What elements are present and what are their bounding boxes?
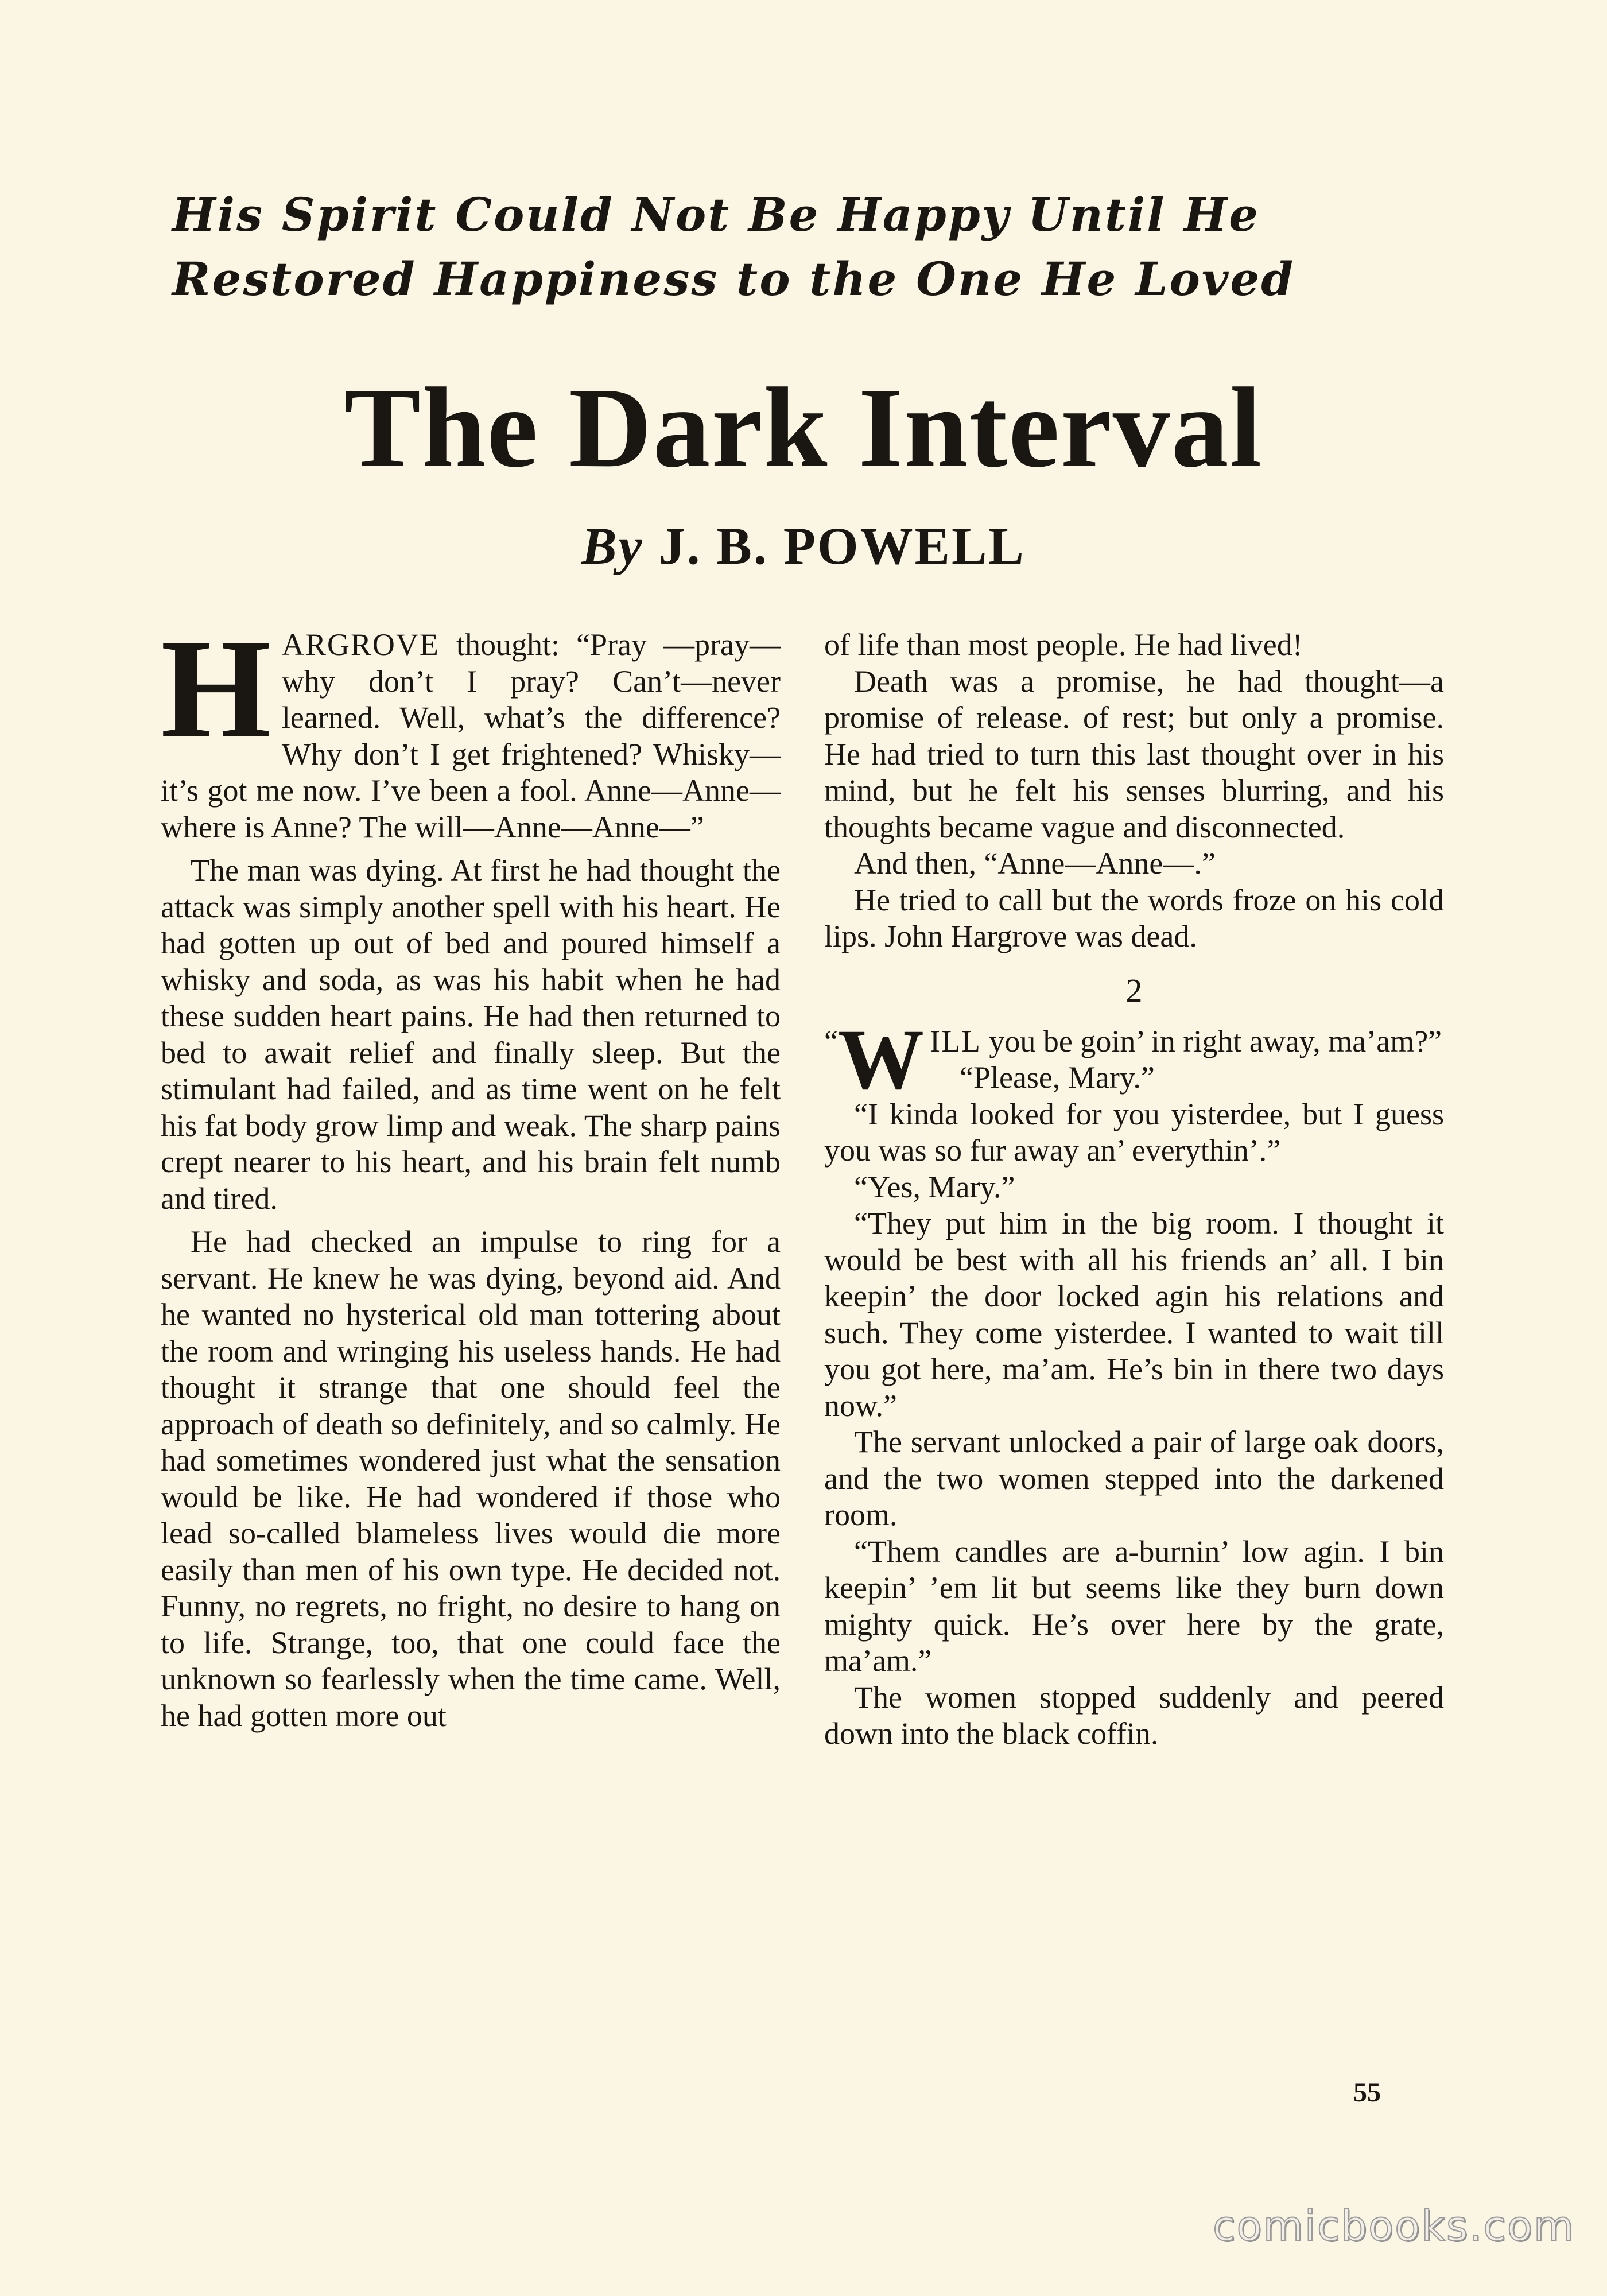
paragraph: of life than most people. He had lived! bbox=[824, 627, 1303, 662]
byline-by: By bbox=[581, 517, 644, 575]
paragraph: Death was a promise, he had thought—a promise of release. of rest; but only a promise. He had tried to turn this last thought over in his mind, but he felt his senses blurring, and his thoughts became vague and disconnected. bbox=[824, 664, 1444, 844]
story-title: The Dark Interval bbox=[344, 364, 1263, 491]
paragraph: He had checked an impulse to ring for a servant. He knew he was dying, beyond aid. And he wanted no hysterical old man tottering about the room and wringing his useless hands. He had thought it strange that one should feel the approach of death so definitely, and so calmly. He had sometimes wondered just what the sensation would be like. He had wondered if those who lead so-called blameless lives would die more easily than men of his own type. He decided not. Funny, no regrets, no fright, no desire to hang on to life. Strange, too, that one could face the unknown so fearlessly when the time came. Well, he had gotten more out bbox=[161, 1224, 781, 1733]
author-name: J. B. POWELL bbox=[658, 517, 1026, 575]
left-column bbox=[161, 610, 781, 1734]
watermark-logo: comicbooks.com bbox=[1212, 2202, 1575, 2250]
opening-text: thought: “Pray —pray—why don’t I pray? Can’t—never learned. Well, what’s the difference? Why don’t I get frightened? Whisky—it’s got me now. I’ve been a fool. Anne—Anne—where is Anne? The will—Anne—Anne—” bbox=[161, 627, 781, 844]
paragraph: “Them candles are a-burnin’ low agin. I bin keepin’ ’em lit but seems like they burn down mighty quick. He’s over here by the grate, ma’am.” bbox=[824, 1534, 1444, 1678]
paragraph: The women stopped suddenly and peered down into the black coffin. bbox=[824, 1680, 1444, 1751]
right-column bbox=[824, 627, 1444, 1752]
paragraph: The servant unlocked a pair of large oak doors, and the two women stepped into the darkened room. bbox=[824, 1425, 1444, 1532]
page-number: 55 bbox=[1353, 2077, 1381, 2108]
deck-line-2: Restored Happiness to the One He Loved bbox=[172, 252, 1295, 306]
opening-small-caps: ARGROVE bbox=[281, 627, 440, 662]
opening-paragraph bbox=[161, 610, 781, 846]
drop-cap: H bbox=[161, 610, 271, 767]
paragraph: “I kinda looked for you yisterdee, but I guess you was so fur away an’ everythin’.” bbox=[824, 1096, 1444, 1168]
byline bbox=[0, 514, 1607, 577]
open-quote: “ bbox=[824, 1023, 838, 1058]
deck-line-1: His Spirit Could Not Be Happy Until He bbox=[172, 188, 1260, 242]
paragraph: “They put him in the big room. I thought it would be best with all his friends an’ all. I bin keepin’ the door locked agin his relations and such. They come yisterdee. I wanted to wait till you got here, ma’am. He’s bin in there two days now.” bbox=[824, 1206, 1444, 1423]
section-small-caps: ILL bbox=[929, 1023, 981, 1058]
section-number: 2 bbox=[1125, 971, 1143, 1009]
paragraph: “Please, Mary.” bbox=[959, 1060, 1155, 1095]
paragraph: And then, “Anne—Anne—.” bbox=[854, 846, 1216, 881]
paragraph: The man was dying. At first he had thought the attack was simply another spell with his heart. He had gotten up out of bed and poured himself a whisky and soda, as was his habit when he had these sudden heart pains. He had then returned to bed to await relief and finally sleep. But the stimulant had failed, and as time went on he felt his fat body grow limp and weak. The sharp pains crept nearer to his heart, and his brain felt numb and tired. bbox=[161, 853, 781, 1216]
paragraph: He tried to call but the words froze on his cold lips. John Hargrove was dead. bbox=[824, 882, 1444, 953]
drop-cap-w: W bbox=[837, 1011, 924, 1107]
paragraph: “Yes, Mary.” bbox=[854, 1169, 1015, 1204]
story-deck bbox=[172, 183, 1435, 311]
section-opening-text: you be goin’ in right away, ma’am?” bbox=[981, 1023, 1442, 1058]
